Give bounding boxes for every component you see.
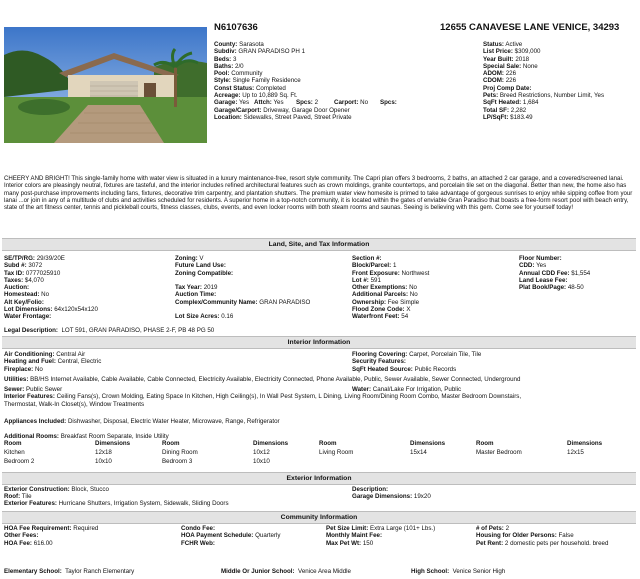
room-cell: Kitchen (4, 449, 25, 456)
room-cell: Dining Room (162, 449, 198, 456)
land-column-2 (175, 255, 310, 321)
community-row (181, 525, 281, 532)
field-label: Roof: (4, 493, 21, 500)
field-label: Tax Year: (175, 284, 202, 292)
field-value: Central Air (56, 351, 86, 358)
field-value: 3 (232, 55, 237, 63)
field-label: Annual CDD Fee: (519, 269, 570, 277)
field-label: Ownership: (352, 298, 387, 306)
rooms-header: Room (476, 440, 494, 447)
land-row (4, 299, 98, 306)
community-row (326, 532, 435, 539)
summary-row (483, 107, 604, 114)
field-label: Additional Rooms: (4, 433, 59, 440)
field-value: Canal/Lake For Irrigation, Public (372, 386, 462, 393)
land-row (175, 306, 310, 313)
community-column-4 (476, 525, 608, 547)
field-label: Waterfront Feet: (352, 313, 400, 321)
field-label: Land Lease Fee: (519, 276, 568, 284)
land-row (352, 270, 429, 277)
land-row (352, 255, 429, 262)
field-value: Block, Stucco (71, 486, 109, 493)
land-column-3 (352, 255, 429, 321)
section-header-interior: Interior Information (2, 336, 636, 349)
field-label: Acreage: (214, 92, 241, 100)
field-value: Extra Large (101+ Lbs.) (370, 525, 436, 532)
community-row (476, 525, 608, 532)
field-label: Subd #: (4, 262, 27, 270)
field-label: Baths: (214, 62, 234, 70)
field-label: Status: (483, 41, 504, 48)
additional-rooms (4, 433, 169, 440)
interior-row (352, 366, 481, 373)
summary-row (483, 85, 604, 92)
middle-school (221, 568, 351, 575)
land-row (4, 306, 98, 313)
field-value: No (360, 99, 369, 107)
field-value: Required (73, 525, 99, 532)
land-row (175, 313, 310, 320)
field-label: Condo Fee: (181, 525, 216, 532)
field-label: Subdiv: (214, 48, 237, 56)
field-value: LOT 591, GRAN PARADISO, PHASE 2-F, PB 48 PG 50 (61, 327, 215, 334)
field-label: Lot #: (352, 276, 369, 284)
field-label: Zoning Compatible: (175, 269, 234, 277)
field-label: HOA Fee: (4, 539, 32, 547)
field-label: HOA Fee Requirement: (4, 525, 72, 532)
summary-row (214, 70, 352, 77)
land-row (352, 277, 429, 284)
field-label: Pool: (214, 70, 230, 78)
summary-row (214, 63, 352, 70)
community-row (476, 532, 608, 539)
summary-row (214, 85, 352, 92)
field-label: Flooring Covering: (352, 351, 408, 358)
property-address: 12655 CANAVESE LANE VENICE, 34293 (440, 22, 620, 33)
field-label: Carport: (334, 99, 359, 107)
field-label: CDOM: (483, 77, 504, 85)
rooms-header: Room (4, 440, 22, 447)
field-label: Exterior Features: (4, 500, 57, 507)
field-value: Breakfast Room Separate, Inside Utility (60, 433, 169, 440)
field-label: Garage Dimensions: (352, 493, 413, 500)
field-value: 48-50 (567, 284, 584, 292)
land-row (4, 277, 98, 284)
land-row (4, 291, 98, 298)
land-row (352, 299, 429, 306)
section-header-exterior: Exterior Information (2, 472, 636, 485)
field-value: Central, Electric (57, 358, 102, 366)
field-label: Max Pet Wt: (326, 539, 362, 547)
community-row (4, 532, 98, 539)
field-label: Security Features: (352, 358, 406, 366)
interior-features (4, 393, 544, 409)
field-value: Venice Area Middle (298, 568, 352, 575)
field-value: Single Family Residence (232, 77, 301, 85)
land-row (175, 284, 310, 291)
field-value: 150 (362, 539, 374, 547)
field-value: 591 (370, 276, 381, 284)
field-label: Total SF: (483, 106, 510, 114)
field-label: Interior Features: (4, 393, 55, 400)
field-label: Air Conditioning: (4, 351, 55, 358)
land-row (519, 255, 590, 262)
legal-description (4, 327, 214, 334)
field-value: Hurricane Shutters, Irrigation System, Sidewalk, Sliding Doors (58, 500, 229, 507)
summary-row (483, 48, 604, 55)
field-value: 2019 (203, 284, 218, 292)
field-label: Front Exposure: (352, 269, 400, 277)
field-label: Lot Size Acres: (175, 313, 220, 321)
field-value: Dishwasher, Disposal, Electric Water Heater, Microwave, Range, Refrigerator (67, 418, 280, 425)
field-value: Venice Senior High (452, 568, 506, 575)
field-value: Tile (21, 493, 32, 500)
field-value: $309,000 (514, 48, 541, 56)
field-label: Beds: (214, 55, 232, 63)
field-label: Flood Zone Code: (352, 306, 405, 314)
field-value: Sarasota (239, 41, 264, 48)
field-label: Housing for Older Persons: (476, 532, 557, 540)
field-label: Year Built: (483, 55, 514, 63)
summary-row (214, 48, 352, 55)
field-label: Zoning: (175, 255, 198, 262)
field-label: Floor Number: (519, 255, 562, 262)
summary-row (483, 114, 604, 121)
room-cell: 12x18 (95, 449, 112, 456)
field-value: None (522, 62, 538, 70)
appliances (4, 418, 280, 425)
land-row (4, 313, 98, 320)
field-label: LP/SqFt: (483, 113, 509, 121)
land-row (352, 262, 429, 269)
field-label: Garage/Carport: (214, 106, 262, 114)
land-row (519, 277, 590, 284)
field-value: False (558, 532, 574, 540)
field-value: 226 (505, 77, 517, 85)
summary-row-garage (214, 99, 397, 107)
field-value: X (406, 306, 411, 314)
elementary-school (4, 568, 134, 575)
field-value: 3072 (28, 262, 43, 270)
land-row (175, 255, 310, 262)
section-header-land: Land, Site, and Tax Information (2, 238, 636, 251)
field-value: Quarterly (255, 532, 281, 540)
field-label: Heating and Fuel: (4, 358, 56, 366)
field-label: Complex/Community Name: (175, 298, 258, 306)
field-value: Driveway, Garage Door Opener (263, 106, 350, 114)
field-label: # of Pets: (476, 525, 504, 532)
land-row (4, 255, 98, 262)
field-label: HOA Payment Schedule: (181, 532, 254, 540)
field-label: Other Fees: (4, 532, 39, 540)
field-label: Middle Or Junior School: (221, 568, 295, 575)
field-value: No (41, 291, 50, 299)
field-value: 1 (392, 262, 397, 270)
field-label: Homestead: (4, 291, 40, 299)
room-cell: Bedroom 3 (162, 458, 193, 465)
field-label: SqFt Heated Source: (352, 365, 413, 373)
field-label: Water Frontage: (4, 313, 52, 321)
field-value: Completed (255, 84, 286, 92)
room-cell: Master Bedroom (476, 449, 522, 456)
community-column-3 (326, 525, 435, 547)
summary-row (483, 70, 604, 77)
summary-row (483, 41, 604, 48)
community-row (476, 540, 608, 547)
field-value: $183.49 (510, 113, 533, 121)
field-value: Yes (273, 99, 284, 107)
interior-row (4, 366, 101, 373)
rooms-header: Room (319, 440, 337, 447)
field-label: Taxes: (4, 276, 24, 284)
field-label: Elementary School: (4, 568, 62, 575)
land-row (4, 262, 98, 269)
field-label: Additional Parcels: (352, 291, 409, 299)
field-value: Taylor Ranch Elementary (65, 568, 135, 575)
field-label: Block/Parcel: (352, 262, 392, 270)
land-row (4, 284, 98, 291)
field-value: 226 (505, 70, 517, 78)
summary-row (214, 56, 352, 63)
interior-left (4, 351, 101, 373)
room-cell: Bedroom 2 (4, 458, 35, 465)
field-label: Appliances Included: (4, 418, 67, 425)
land-row (352, 313, 429, 320)
field-label: List Price: (483, 48, 513, 56)
field-label: Const Status: (214, 84, 255, 92)
community-row (326, 540, 435, 547)
land-row (519, 284, 590, 291)
field-label: Proj Comp Date: (483, 84, 532, 92)
summary-row (483, 56, 604, 63)
field-label: Auction Time: (175, 291, 217, 299)
land-row (175, 299, 310, 306)
room-cell: Living Room (319, 449, 354, 456)
field-value: 0.16 (221, 313, 234, 321)
field-label: Style: (214, 77, 231, 85)
field-value: 54 (401, 313, 409, 321)
summary-row (214, 107, 352, 114)
field-value: 2/0 (235, 62, 244, 70)
field-label: Alt Key/Folio: (4, 298, 44, 306)
field-label: Sewer: (4, 386, 25, 393)
community-row (181, 540, 281, 547)
field-value: BB/HS Internet Available, Cable Available, Cable Connected, Electricity Available, Electricity Connected, Phone Available, Public, Sewer Available, Sewer Connected, Underground (30, 376, 521, 383)
field-value: Yes (239, 99, 250, 107)
field-value: Public Sewer (26, 386, 63, 393)
mls-number: N6107636 (214, 22, 258, 33)
field-value: Community (231, 70, 263, 78)
land-row (352, 291, 429, 298)
public-remarks: CHEERY AND BRIGHT! This single-family home with water view is situated in a luxury maintenance-free, resort style community. The Capri plan offers 3 bedrooms, 2 baths, an attached 2 car garage, and a covered/screened lanai. Interior colors are pleasingly neutral, fixtures are tasteful, and the interior includes refined architectural features such as crown moldings, granite countertops, and porcelain tile set on the diagonal. Better than new, the home also has many post-purchase improvements including fans, fixtures, decorative trim carpentry, and plantation shutters. The premium water view homesite is primed to take advantage of gorgeous sunrises to enjoy while sipping coffee from your lanai ...or join in any of a multitude of clubs and activities scheduled for residents. A superior home in a top-notch community, it is located within the gates of enviable Gran Paradiso that boasts a free-form resort pool with beach entry, state of the art fitness center, tennis and pickleball courts, fitness classes, clubs, events, and even locker rooms with both steam rooms and saunas. Seeing is believing with this gem. Come see for yourself today! (4, 175, 633, 212)
field-label: Water: (352, 386, 372, 393)
field-label: SE/TP/RG: (4, 255, 35, 262)
land-column-1 (4, 255, 98, 321)
field-value: Sidewalks, Street Paved, Street Private (243, 113, 352, 121)
field-value: 2018 (515, 55, 530, 63)
field-value: Carpet, Porcelain Tile, Tile (409, 351, 482, 358)
field-value: $4,070 (24, 276, 44, 284)
community-column-2 (181, 525, 281, 547)
field-label: Tax ID: (4, 269, 25, 277)
field-label: Exterior Construction: (4, 486, 70, 493)
field-value: 2 (314, 99, 319, 107)
field-value: 0777025910 (25, 269, 61, 277)
field-label: Location: (214, 113, 242, 121)
field-value: 2 (505, 525, 510, 532)
land-row (519, 270, 590, 277)
interior-row (352, 351, 481, 358)
field-value: 1,684 (522, 99, 539, 107)
community-column-1 (4, 525, 98, 547)
field-value: Yes (536, 262, 547, 270)
exterior-features (4, 500, 229, 507)
field-value: 19x20 (413, 493, 431, 500)
field-label: Legal Description: (4, 327, 58, 334)
summary-row (483, 63, 604, 70)
summary-left (214, 41, 397, 121)
field-value: 64x120x54x120 (54, 306, 98, 314)
rooms-header: Room (162, 440, 180, 447)
field-value: No (409, 291, 418, 299)
property-photo (4, 27, 207, 143)
land-row (175, 291, 310, 298)
field-label: Fireplace: (4, 365, 34, 373)
field-label: Lot Dimensions: (4, 306, 53, 314)
field-label: Plat Book/Page: (519, 284, 567, 292)
garage-dimensions (352, 493, 431, 500)
land-row (352, 284, 429, 291)
field-value: Fee Simple (387, 298, 420, 306)
field-value: Ceiling Fans(s), Crown Molding, Eating Space In Kitchen, High Ceiling(s), In Wall Pest System, L Dining, Living Room/Dining Room Combo, Master Bedroom Downstairs, Thermostat, Walk-In Closet(s), Window Treatments (4, 393, 522, 409)
summary-row (483, 99, 604, 106)
field-label: Spcs: (296, 99, 313, 107)
field-value: Up to 10,889 Sq. Ft. (242, 92, 298, 100)
summary-row (483, 92, 604, 99)
field-value: Northwest (401, 269, 430, 277)
interior-row (352, 358, 481, 365)
land-row (175, 262, 310, 269)
summary-row (214, 41, 352, 48)
room-cell: 10x12 (253, 449, 270, 456)
high-school (411, 568, 505, 575)
field-label: Future Land Use: (175, 262, 226, 270)
house-photo-image (4, 27, 207, 143)
utilities (4, 376, 520, 383)
field-value: V (199, 255, 204, 262)
section-header-community: Community Information (2, 511, 636, 524)
land-row (4, 270, 98, 277)
field-label: Pet Size Limit: (326, 525, 369, 532)
room-cell: 10x10 (253, 458, 270, 465)
summary-row (214, 92, 352, 99)
field-label: County: (214, 41, 238, 48)
room-cell: 15x14 (410, 449, 427, 456)
field-value: Public Records (414, 365, 457, 373)
field-value: 29/39/20E (36, 255, 65, 262)
field-value: 2,282 (510, 106, 527, 114)
field-label: Description: (352, 486, 389, 493)
field-label: Other Exemptions: (352, 284, 408, 292)
field-label: Section #: (352, 255, 382, 262)
room-cell: 10x10 (95, 458, 112, 465)
field-value: 616.00 (33, 539, 53, 547)
field-value: Active (505, 41, 523, 48)
field-value: No (409, 284, 418, 292)
interior-row (4, 358, 101, 365)
field-label: Pets: (483, 92, 499, 100)
community-row (4, 525, 98, 532)
land-row (175, 270, 310, 277)
land-row (175, 277, 310, 284)
field-label: Special Sale: (483, 62, 522, 70)
field-value: No (34, 365, 43, 373)
land-row (352, 306, 429, 313)
rooms-header: Dimensions (253, 440, 289, 447)
field-label: CDD: (519, 262, 535, 270)
community-row (326, 525, 435, 532)
summary-row (214, 77, 352, 84)
community-row (181, 532, 281, 539)
field-label: SqFt Heated: (483, 99, 522, 107)
rooms-header: Dimensions (410, 440, 446, 447)
field-label: Pet Rent: (476, 539, 504, 547)
summary-row (483, 77, 604, 84)
field-label: FCHR Web: (181, 539, 215, 547)
field-label: ADOM: (483, 70, 504, 78)
field-label: Attch: (254, 99, 272, 107)
field-label: Spcs: (380, 99, 397, 107)
field-value: Breed Restrictions, Number Limit, Yes (499, 92, 605, 100)
field-label: High School: (411, 568, 450, 575)
field-value: $1,554 (571, 269, 591, 277)
room-cell: 12x15 (567, 449, 584, 456)
summary-row (214, 114, 352, 121)
field-label: Utilities: (4, 376, 29, 383)
field-label: Monthly Maint Fee: (326, 532, 383, 540)
field-value: GRAN PARADISO (259, 298, 311, 306)
land-row (519, 262, 590, 269)
field-label: Auction: (4, 284, 30, 292)
field-value: GRAN PARADISO PH 1 (238, 48, 306, 56)
interior-row (4, 351, 101, 358)
land-column-4 (519, 255, 590, 291)
rooms-header: Dimensions (567, 440, 603, 447)
rooms-header: Dimensions (95, 440, 131, 447)
community-row (4, 540, 98, 547)
summary-right (483, 41, 604, 121)
field-value: 2 domestic pets per household. breed (504, 539, 609, 547)
interior-right (352, 351, 481, 373)
field-label: Garage: (214, 99, 238, 107)
